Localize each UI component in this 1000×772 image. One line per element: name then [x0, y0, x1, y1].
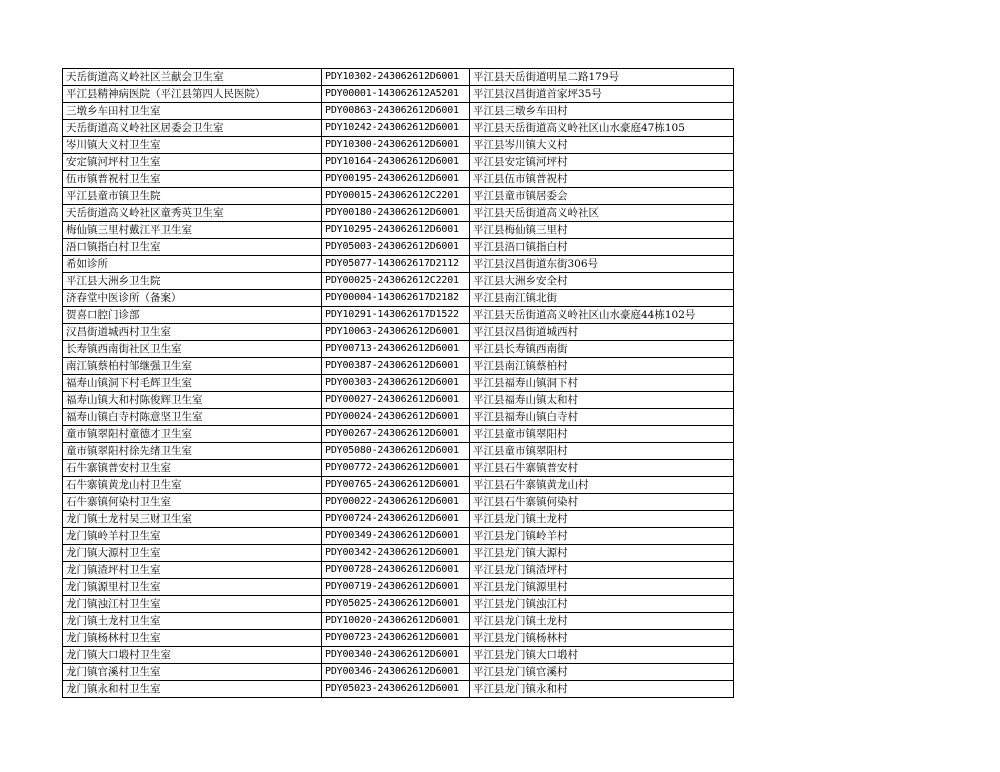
registration-code-cell[interactable]: PDY00342-243062612D6001: [322, 545, 470, 562]
address-cell[interactable]: 平江县龙门镇土龙村: [470, 511, 734, 528]
institution-name-cell[interactable]: 天岳街道高义岭社区居委会卫生室: [63, 120, 322, 137]
registration-code-cell[interactable]: PDY00346-243062612D6001: [322, 664, 470, 681]
registration-code-cell[interactable]: PDY05023-243062612D6001: [322, 681, 470, 698]
table-row: [63, 358, 734, 375]
table-body: [63, 69, 734, 698]
table-row: [63, 222, 734, 239]
address-cell[interactable]: 平江县石牛寨镇普安村: [470, 460, 734, 477]
address-cell[interactable]: 平江县龙门镇永和村: [470, 681, 734, 698]
table-row: [63, 426, 734, 443]
address-cell[interactable]: 平江县天岳街道高义岭社区: [470, 205, 734, 222]
table-row: [63, 307, 734, 324]
address-cell[interactable]: 平江县石牛寨镇何染村: [470, 494, 734, 511]
institution-name-cell[interactable]: 龙门镇岭羊村卫生室: [63, 528, 322, 545]
address-cell[interactable]: 平江县伍市镇普祝村: [470, 171, 734, 188]
registration-code-cell[interactable]: PDY00195-243062612D6001: [322, 171, 470, 188]
address-cell[interactable]: 平江县龙门镇岭羊村: [470, 528, 734, 545]
registration-code-cell[interactable]: PDY10242-243062612D6001: [322, 120, 470, 137]
table-row: [63, 137, 734, 154]
institution-name-cell[interactable]: 石牛寨镇何染村卫生室: [63, 494, 322, 511]
table-row: [63, 528, 734, 545]
address-cell[interactable]: 平江县石牛寨镇黄龙山村: [470, 477, 734, 494]
registration-code-cell[interactable]: PDY00349-243062612D6001: [322, 528, 470, 545]
address-cell[interactable]: 平江县汉昌街道东街306号: [470, 256, 734, 273]
table-row: [63, 239, 734, 256]
table-row: [63, 154, 734, 171]
registration-code-cell[interactable]: PDY00340-243062612D6001: [322, 647, 470, 664]
institution-name-cell[interactable]: 伍市镇普祝村卫生室: [63, 171, 322, 188]
table-row: [63, 579, 734, 596]
institution-table: [62, 68, 734, 698]
address-cell[interactable]: 平江县三墩乡车田村: [470, 103, 734, 120]
registration-code-cell[interactable]: PDY00772-243062612D6001: [322, 460, 470, 477]
address-cell[interactable]: 平江县南江镇蔡柏村: [470, 358, 734, 375]
table-row: [63, 630, 734, 647]
address-cell[interactable]: 平江县安定镇河坪村: [470, 154, 734, 171]
institution-name-cell[interactable]: 龙门镇官溪村卫生室: [63, 664, 322, 681]
address-cell[interactable]: 平江县龙门镇杨林村: [470, 630, 734, 647]
address-cell[interactable]: 平江县童市镇居委会: [470, 188, 734, 205]
table-row: [63, 205, 734, 222]
institution-name-cell[interactable]: 龙门镇永和村卫生室: [63, 681, 322, 698]
institution-name-cell[interactable]: 安定镇河坪村卫生室: [63, 154, 322, 171]
table-row: [63, 392, 734, 409]
address-cell[interactable]: 平江县龙门镇源里村: [470, 579, 734, 596]
table-row: [63, 477, 734, 494]
registration-code-cell[interactable]: PDY00001-143062612A5201: [322, 86, 470, 103]
registration-code-cell[interactable]: PDY00863-243062612D6001: [322, 103, 470, 120]
registration-code-cell[interactable]: PDY00004-143062617D2182: [322, 290, 470, 307]
table-row: [63, 69, 734, 86]
address-cell[interactable]: 平江县梅仙镇三里村: [470, 222, 734, 239]
registration-code-cell[interactable]: PDY00724-243062612D6001: [322, 511, 470, 528]
registration-code-cell[interactable]: PDY05003-243062612D6001: [322, 239, 470, 256]
address-cell[interactable]: 平江县大洲乡安全村: [470, 273, 734, 290]
institution-name-cell[interactable]: 龙门镇渣坪村卫生室: [63, 562, 322, 579]
address-cell[interactable]: 平江县浯口镇指白村: [470, 239, 734, 256]
institution-name-cell[interactable]: 岑川镇大义村卫生室: [63, 137, 322, 154]
institution-name-cell[interactable]: 平江县大洲乡卫生院: [63, 273, 322, 290]
table-row: [63, 664, 734, 681]
registration-code-cell[interactable]: PDY10291-143062617D1522: [322, 307, 470, 324]
address-cell[interactable]: 平江县岑川镇大义村: [470, 137, 734, 154]
table-row: [63, 443, 734, 460]
institution-name-cell[interactable]: 福寿山镇洞下村毛辉卫生室: [63, 375, 322, 392]
registration-code-cell[interactable]: PDY10295-243062612D6001: [322, 222, 470, 239]
institution-name-cell[interactable]: 龙门镇大口塅村卫生室: [63, 647, 322, 664]
registration-code-cell[interactable]: PDY10300-243062612D6001: [322, 137, 470, 154]
address-cell[interactable]: 平江县龙门镇土龙村: [470, 613, 734, 630]
table-row: [63, 103, 734, 120]
institution-name-cell[interactable]: 长寿镇西南街社区卫生室: [63, 341, 322, 358]
registration-code-cell[interactable]: PDY00180-243062612D6001: [322, 205, 470, 222]
address-cell[interactable]: 平江县南江镇北街: [470, 290, 734, 307]
institution-name-cell[interactable]: 福寿山镇大和村陈俊辉卫生室: [63, 392, 322, 409]
registration-code-cell[interactable]: PDY00387-243062612D6001: [322, 358, 470, 375]
institution-name-cell[interactable]: 希如诊所: [63, 256, 322, 273]
table-row: [63, 375, 734, 392]
address-cell[interactable]: 平江县天岳街道明星二路179号: [470, 69, 734, 86]
registration-code-cell[interactable]: PDY05025-243062612D6001: [322, 596, 470, 613]
registration-code-cell[interactable]: PDY00027-243062612D6001: [322, 392, 470, 409]
institution-name-cell[interactable]: 平江县童市镇卫生院: [63, 188, 322, 205]
table-row: [63, 647, 734, 664]
table-row: [63, 460, 734, 477]
address-cell[interactable]: 平江县汉昌街道首家坪35号: [470, 86, 734, 103]
institution-name-cell[interactable]: 南江镇蔡柏村邹继强卫生室: [63, 358, 322, 375]
institution-name-cell[interactable]: 龙门镇杨林村卫生室: [63, 630, 322, 647]
registration-code-cell[interactable]: PDY00713-243062612D6001: [322, 341, 470, 358]
table-row: [63, 188, 734, 205]
address-cell[interactable]: 平江县童市镇翠阳村: [470, 443, 734, 460]
institution-name-cell[interactable]: 汉昌街道城西村卫生室: [63, 324, 322, 341]
registration-code-cell[interactable]: PDY00723-243062612D6001: [322, 630, 470, 647]
address-cell[interactable]: 平江县长寿镇西南街: [470, 341, 734, 358]
registration-code-cell[interactable]: PDY10302-243062612D6001: [322, 69, 470, 86]
institution-name-cell[interactable]: 石牛寨镇普安村卫生室: [63, 460, 322, 477]
table-row: [63, 545, 734, 562]
institution-name-cell[interactable]: 童市镇翠阳村童德才卫生室: [63, 426, 322, 443]
address-cell[interactable]: 平江县福寿山镇太和村: [470, 392, 734, 409]
institution-name-cell[interactable]: 浯口镇指白村卫生室: [63, 239, 322, 256]
table-row: [63, 341, 734, 358]
table-row: [63, 290, 734, 307]
institution-name-cell[interactable]: 天岳街道高义岭社区兰献会卫生室: [63, 69, 322, 86]
institution-name-cell[interactable]: 福寿山镇白寺村陈意坚卫生室: [63, 409, 322, 426]
registration-code-cell[interactable]: PDY10063-243062612D6001: [322, 324, 470, 341]
address-cell[interactable]: 平江县龙门镇大源村: [470, 545, 734, 562]
institution-name-cell[interactable]: 龙门镇土龙村吴三财卫生室: [63, 511, 322, 528]
address-cell[interactable]: 平江县天岳街道高义岭社区山水豪庭44栋102号: [470, 307, 734, 324]
institution-name-cell[interactable]: 贺喜口腔门诊部: [63, 307, 322, 324]
registration-code-cell[interactable]: PDY00267-243062612D6001: [322, 426, 470, 443]
institution-name-cell[interactable]: 平江县精神病医院（平江县第四人民医院）: [63, 86, 322, 103]
address-cell[interactable]: 平江县龙门镇渣坪村: [470, 562, 734, 579]
address-cell[interactable]: 平江县龙门镇浊江村: [470, 596, 734, 613]
registration-code-cell[interactable]: PDY00728-243062612D6001: [322, 562, 470, 579]
institution-name-cell[interactable]: 龙门镇土龙村卫生室: [63, 613, 322, 630]
table-row: [63, 613, 734, 630]
address-cell[interactable]: 平江县福寿山镇洞下村: [470, 375, 734, 392]
address-cell[interactable]: 平江县童市镇翠阳村: [470, 426, 734, 443]
table-row: [63, 324, 734, 341]
registration-code-cell[interactable]: PDY00015-243062612C2201: [322, 188, 470, 205]
institution-name-cell[interactable]: 济春堂中医诊所（备案）: [63, 290, 322, 307]
registration-code-cell[interactable]: PDY00022-243062612D6001: [322, 494, 470, 511]
registration-code-cell[interactable]: PDY10164-243062612D6001: [322, 154, 470, 171]
address-cell[interactable]: 平江县汉昌街道城西村: [470, 324, 734, 341]
address-cell[interactable]: 平江县天岳街道高义岭社区山水豪庭47栋105: [470, 120, 734, 137]
table-row: [63, 596, 734, 613]
institution-name-cell[interactable]: 石牛寨镇黄龙山村卫生室: [63, 477, 322, 494]
table-row: [63, 511, 734, 528]
registration-code-cell[interactable]: PDY00765-243062612D6001: [322, 477, 470, 494]
registration-code-cell[interactable]: PDY00025-243062612C2201: [322, 273, 470, 290]
institution-name-cell[interactable]: 梅仙镇三里村戴江平卫生室: [63, 222, 322, 239]
institution-name-cell[interactable]: 龙门镇源里村卫生室: [63, 579, 322, 596]
institution-name-cell[interactable]: 龙门镇浊江村卫生室: [63, 596, 322, 613]
table-row: [63, 120, 734, 137]
registration-code-cell[interactable]: PDY00719-243062612D6001: [322, 579, 470, 596]
table-row: [63, 681, 734, 698]
institution-name-cell[interactable]: 童市镇翠阳村徐先绪卫生室: [63, 443, 322, 460]
spreadsheet-page: [62, 68, 734, 698]
institution-name-cell[interactable]: 天岳街道高义岭社区童秀英卫生室: [63, 205, 322, 222]
table-row: [63, 409, 734, 426]
registration-code-cell[interactable]: PDY05077-143062617D2112: [322, 256, 470, 273]
table-row: [63, 86, 734, 103]
registration-code-cell[interactable]: PDY10020-243062612D6001: [322, 613, 470, 630]
address-cell[interactable]: 平江县龙门镇大口塅村: [470, 647, 734, 664]
institution-name-cell[interactable]: 龙门镇大源村卫生室: [63, 545, 322, 562]
registration-code-cell[interactable]: PDY00303-243062612D6001: [322, 375, 470, 392]
table-row: [63, 171, 734, 188]
table-row: [63, 562, 734, 579]
table-row: [63, 494, 734, 511]
table-row: [63, 273, 734, 290]
registration-code-cell[interactable]: PDY00024-243062612D6001: [322, 409, 470, 426]
address-cell[interactable]: 平江县龙门镇官溪村: [470, 664, 734, 681]
address-cell[interactable]: 平江县福寿山镇白寺村: [470, 409, 734, 426]
table-row: [63, 256, 734, 273]
institution-name-cell[interactable]: 三墩乡车田村卫生室: [63, 103, 322, 120]
registration-code-cell[interactable]: PDY05080-243062612D6001: [322, 443, 470, 460]
